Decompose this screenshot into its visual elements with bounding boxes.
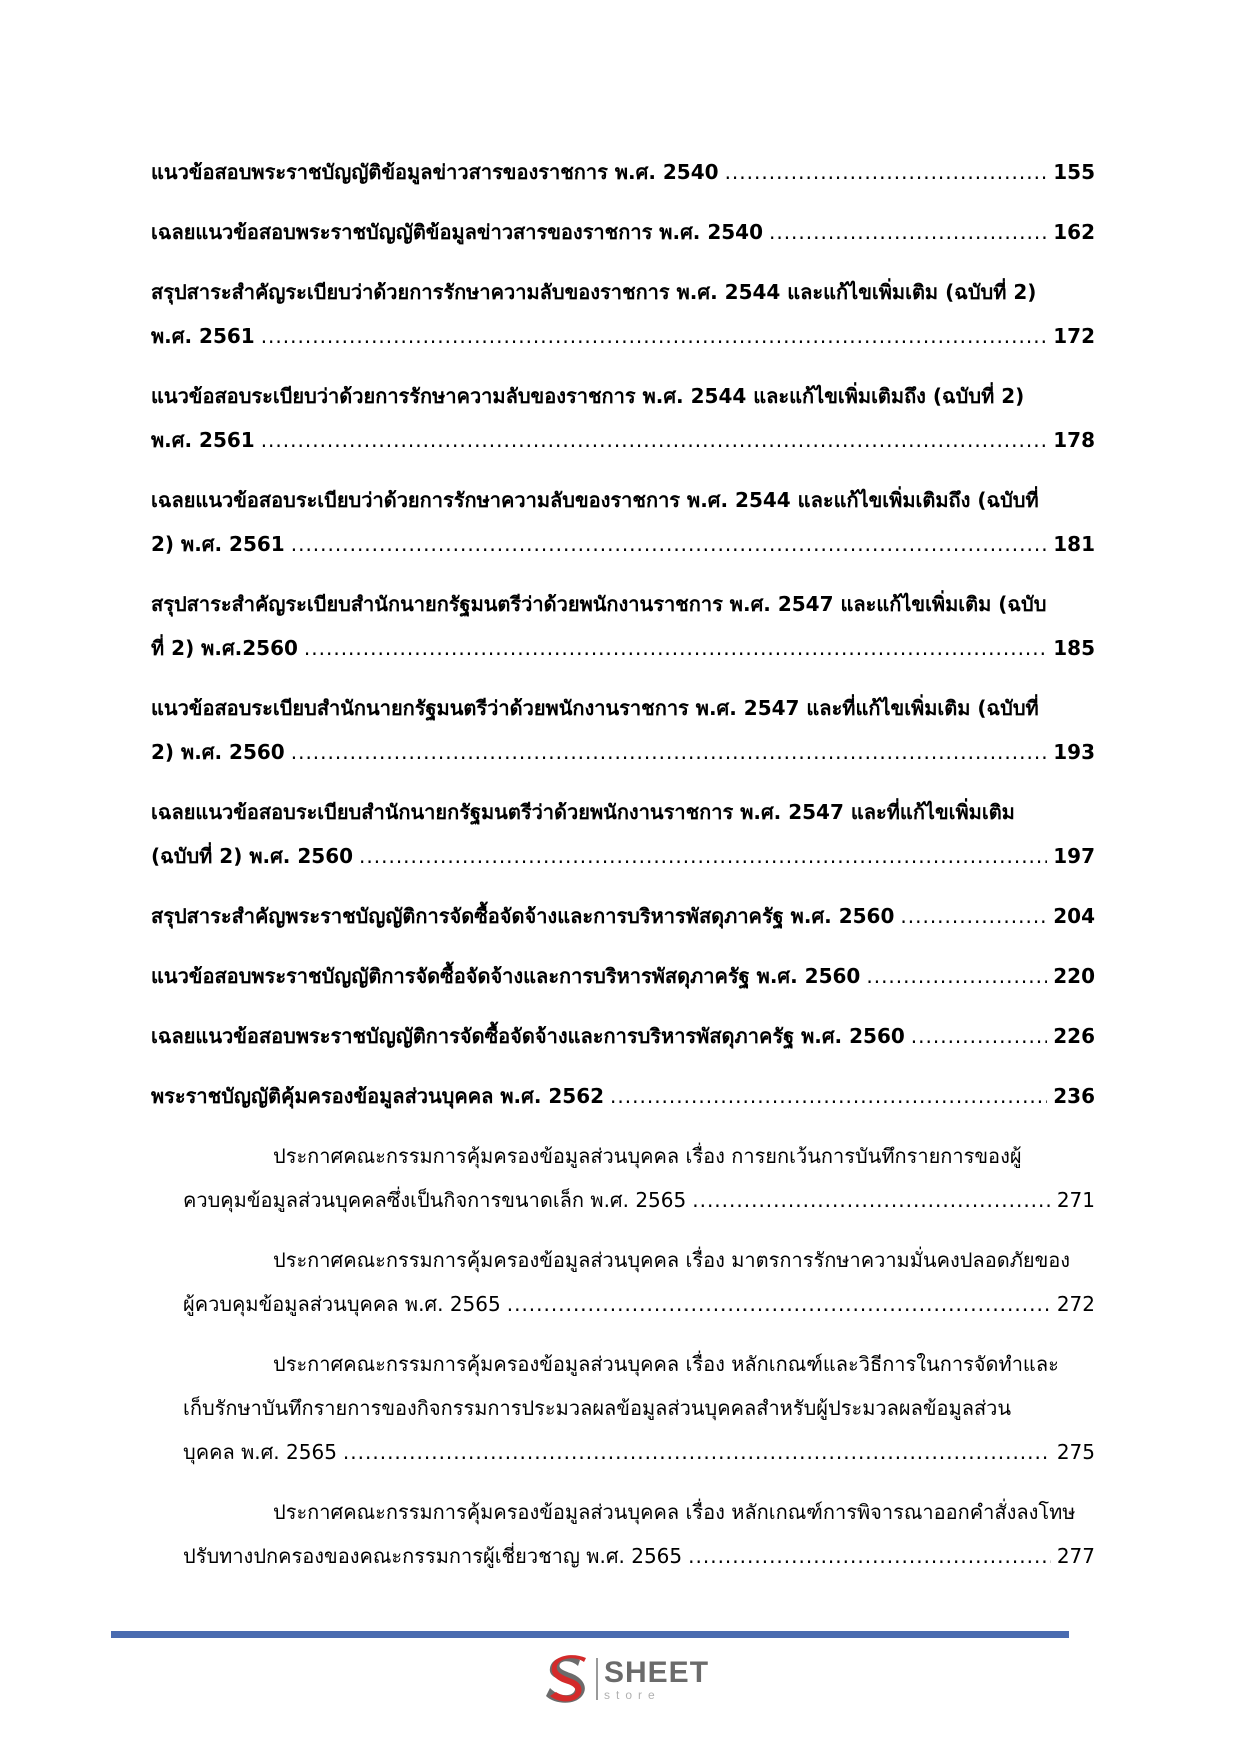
toc-entry-line <box>183 1342 1095 1386</box>
toc-entry-line <box>183 1134 1095 1178</box>
toc-entry-title: ประกาศคณะกรรมการคุ้มครองข้อมูลส่วนบุคคล เรื่อง มาตรการรักษาความมั่นคงปลอดภัยของ <box>273 1248 1071 1272</box>
toc-entry-title: เฉลยแนวข้อสอบระเบียบว่าด้วยการรักษาความลับของราชการ พ.ศ. 2544 และแก้ไขเพิ่มเติมถึง (ฉบับที่ <box>151 488 1039 512</box>
toc-entry-line <box>183 1386 1095 1430</box>
toc-entry-title: เฉลยแนวข้อสอบระเบียบสำนักนายกรัฐมนตรีว่าด้วยพนักงานราชการ พ.ศ. 2547 และที่แก้ไขเพิ่มเติม <box>151 800 1015 824</box>
dot-leader <box>304 626 1047 670</box>
toc-entry-title: ที่ 2) พ.ศ.2560 <box>151 636 298 660</box>
toc-entry-line <box>151 150 1095 194</box>
toc-entry-title: แนวข้อสอบพระราชบัญญัติข้อมูลข่าวสารของราชการ พ.ศ. 2540 <box>151 160 719 184</box>
toc-page-number: 220 <box>1053 964 1095 988</box>
toc-entry-title: ประกาศคณะกรรมการคุ้มครองข้อมูลส่วนบุคคล เรื่อง หลักเกณฑ์และวิธีการในการจัดทำและ <box>273 1352 1059 1376</box>
dot-leader <box>261 314 1048 358</box>
dot-leader <box>769 210 1047 254</box>
toc-entry-title: พ.ศ. 2561 <box>151 324 255 348</box>
dot-leader <box>610 1074 1047 1118</box>
toc-entry <box>151 1074 1095 1118</box>
toc-sub-entry <box>183 1134 1095 1222</box>
toc-entry-line <box>151 210 1095 254</box>
logo-main-text: SHEET <box>604 1655 710 1689</box>
logo-text <box>604 1655 710 1702</box>
toc-entry-title: พ.ศ. 2561 <box>151 428 255 452</box>
toc-entry-line <box>183 1490 1095 1534</box>
dot-leader <box>359 834 1047 878</box>
toc-entry <box>151 686 1095 774</box>
toc-entry-title: 2) พ.ศ. 2560 <box>151 740 285 764</box>
dot-leader <box>291 730 1048 774</box>
toc-entry-line <box>183 1430 1095 1474</box>
toc-entry-title: ผู้ควบคุมข้อมูลส่วนบุคคล พ.ศ. 2565 <box>183 1292 501 1316</box>
logo-s-icon <box>540 1652 592 1706</box>
toc-entry-line <box>151 522 1095 566</box>
dot-leader <box>343 1430 1051 1474</box>
toc-entry <box>151 210 1095 254</box>
toc-page-number: 178 <box>1053 428 1095 452</box>
toc-entry <box>151 582 1095 670</box>
toc-entry-title: ประกาศคณะกรรมการคุ้มครองข้อมูลส่วนบุคคล เรื่อง หลักเกณฑ์การพิจารณาออกคำสั่งลงโทษ <box>273 1500 1076 1524</box>
toc-entry-title: สรุปสาระสำคัญระเบียบว่าด้วยการรักษาความลับของราชการ พ.ศ. 2544 และแก้ไขเพิ่มเติม (ฉบับที่ 2) <box>151 280 1037 304</box>
toc-entry-title: แนวข้อสอบระเบียบว่าด้วยการรักษาความลับของราชการ พ.ศ. 2544 และแก้ไขเพิ่มเติมถึง (ฉบับที่ 2) <box>151 384 1025 408</box>
toc-entry-line <box>183 1178 1095 1222</box>
toc-entry-line <box>151 894 1095 938</box>
dot-leader <box>261 418 1048 462</box>
toc-entry-line <box>151 478 1095 522</box>
logo-separator <box>596 1658 598 1700</box>
toc-page-number: 197 <box>1053 844 1095 868</box>
toc-entry <box>151 374 1095 462</box>
toc-entry-title: เฉลยแนวข้อสอบพระราชบัญญัติการจัดซื้อจัดจ้างและการบริหารพัสดุภาครัฐ พ.ศ. 2560 <box>151 1024 905 1048</box>
toc-entry <box>151 1014 1095 1058</box>
toc-page-number: 275 <box>1056 1440 1095 1464</box>
toc-page-number: 226 <box>1053 1024 1095 1048</box>
toc-entry-line <box>151 270 1095 314</box>
toc-entry-title: แนวข้อสอบระเบียบสำนักนายกรัฐมนตรีว่าด้วยพนักงานราชการ พ.ศ. 2547 และที่แก้ไขเพิ่มเติม (ฉบับที่ <box>151 696 1039 720</box>
toc-page-number: 172 <box>1053 324 1095 348</box>
toc-entry <box>151 478 1095 566</box>
toc-page-number: 193 <box>1053 740 1095 764</box>
toc-sub-entry <box>183 1238 1095 1326</box>
toc-entry-line <box>151 374 1095 418</box>
toc-sub-entry <box>183 1342 1095 1474</box>
toc-entry-title: สรุปสาระสำคัญพระราชบัญญัติการจัดซื้อจัดจ้างและการบริหารพัสดุภาครัฐ พ.ศ. 2560 <box>151 904 895 928</box>
toc-page-number: 204 <box>1053 904 1095 928</box>
toc-entry-line <box>183 1238 1095 1282</box>
toc-entry-title: เก็บรักษาบันทึกรายการของกิจกรรมการประมวลผลข้อมูลส่วนบุคคลสำหรับผู้ประมวลผลข้อมูลส่วน <box>183 1396 1012 1420</box>
toc-entry-title: เฉลยแนวข้อสอบพระราชบัญญัติข้อมูลข่าวสารของราชการ พ.ศ. 2540 <box>151 220 763 244</box>
dot-leader <box>692 1178 1051 1222</box>
toc-entry-title: พระราชบัญญัติคุ้มครองข้อมูลส่วนบุคคล พ.ศ. 2562 <box>151 1084 605 1108</box>
toc-entry-title: ประกาศคณะกรรมการคุ้มครองข้อมูลส่วนบุคคล เรื่อง การยกเว้นการบันทึกรายการของผู้ <box>273 1144 1022 1168</box>
toc-entry-title: (ฉบับที่ 2) พ.ศ. 2560 <box>151 844 354 868</box>
toc-page-number: 181 <box>1053 532 1095 556</box>
toc-entry-line <box>151 626 1095 670</box>
toc-entry-line <box>151 730 1095 774</box>
toc-entry <box>151 270 1095 358</box>
toc-entry <box>151 954 1095 998</box>
toc-entry <box>151 150 1095 194</box>
sheet-store-logo <box>540 1652 720 1706</box>
toc-page-number: 272 <box>1056 1292 1095 1316</box>
footer-bar <box>111 1631 1069 1638</box>
toc-entry-title: แนวข้อสอบพระราชบัญญัติการจัดซื้อจัดจ้างและการบริหารพัสดุภาครัฐ พ.ศ. 2560 <box>151 964 861 988</box>
toc-entry <box>151 894 1095 938</box>
toc-entry-title: 2) พ.ศ. 2561 <box>151 532 285 556</box>
toc-entry-line <box>151 1074 1095 1118</box>
toc-page-number: 271 <box>1056 1188 1095 1212</box>
toc-page-number: 277 <box>1056 1544 1095 1568</box>
toc-entry-title: บุคคล พ.ศ. 2565 <box>183 1440 337 1464</box>
logo-sub-text: store <box>604 1687 661 1702</box>
toc-entry-line <box>151 314 1095 358</box>
dot-leader <box>911 1014 1047 1058</box>
toc-sub-entry <box>183 1490 1095 1578</box>
toc-entry-title: สรุปสาระสำคัญระเบียบสำนักนายกรัฐมนตรีว่าด้วยพนักงานราชการ พ.ศ. 2547 และแก้ไขเพิ่มเติม (ฉบับ <box>151 592 1047 616</box>
table-of-contents <box>151 150 1095 1594</box>
dot-leader <box>507 1282 1051 1326</box>
toc-page-number: 236 <box>1053 1084 1095 1108</box>
dot-leader <box>725 150 1048 194</box>
dot-leader <box>291 522 1048 566</box>
toc-page-number: 162 <box>1053 220 1095 244</box>
toc-entry-line <box>151 954 1095 998</box>
toc-page-number: 185 <box>1053 636 1095 660</box>
toc-entry-title: ปรับทางปกครองของคณะกรรมการผู้เชี่ยวชาญ พ.ศ. 2565 <box>183 1544 683 1568</box>
toc-entry-title: ควบคุมข้อมูลส่วนบุคคลซึ่งเป็นกิจการขนาดเล็ก พ.ศ. 2565 <box>183 1188 687 1212</box>
toc-entry-line <box>151 1014 1095 1058</box>
dot-leader <box>900 894 1047 938</box>
toc-entry-line <box>151 686 1095 730</box>
toc-entry-line <box>151 582 1095 626</box>
toc-entry-line <box>151 418 1095 462</box>
toc-entry-line <box>151 790 1095 834</box>
toc-entry-line <box>183 1282 1095 1326</box>
toc-page-number: 155 <box>1053 160 1095 184</box>
dot-leader <box>866 954 1047 998</box>
dot-leader <box>688 1534 1051 1578</box>
toc-entry-line <box>151 834 1095 878</box>
toc-entry <box>151 790 1095 878</box>
toc-entry-line <box>183 1534 1095 1578</box>
